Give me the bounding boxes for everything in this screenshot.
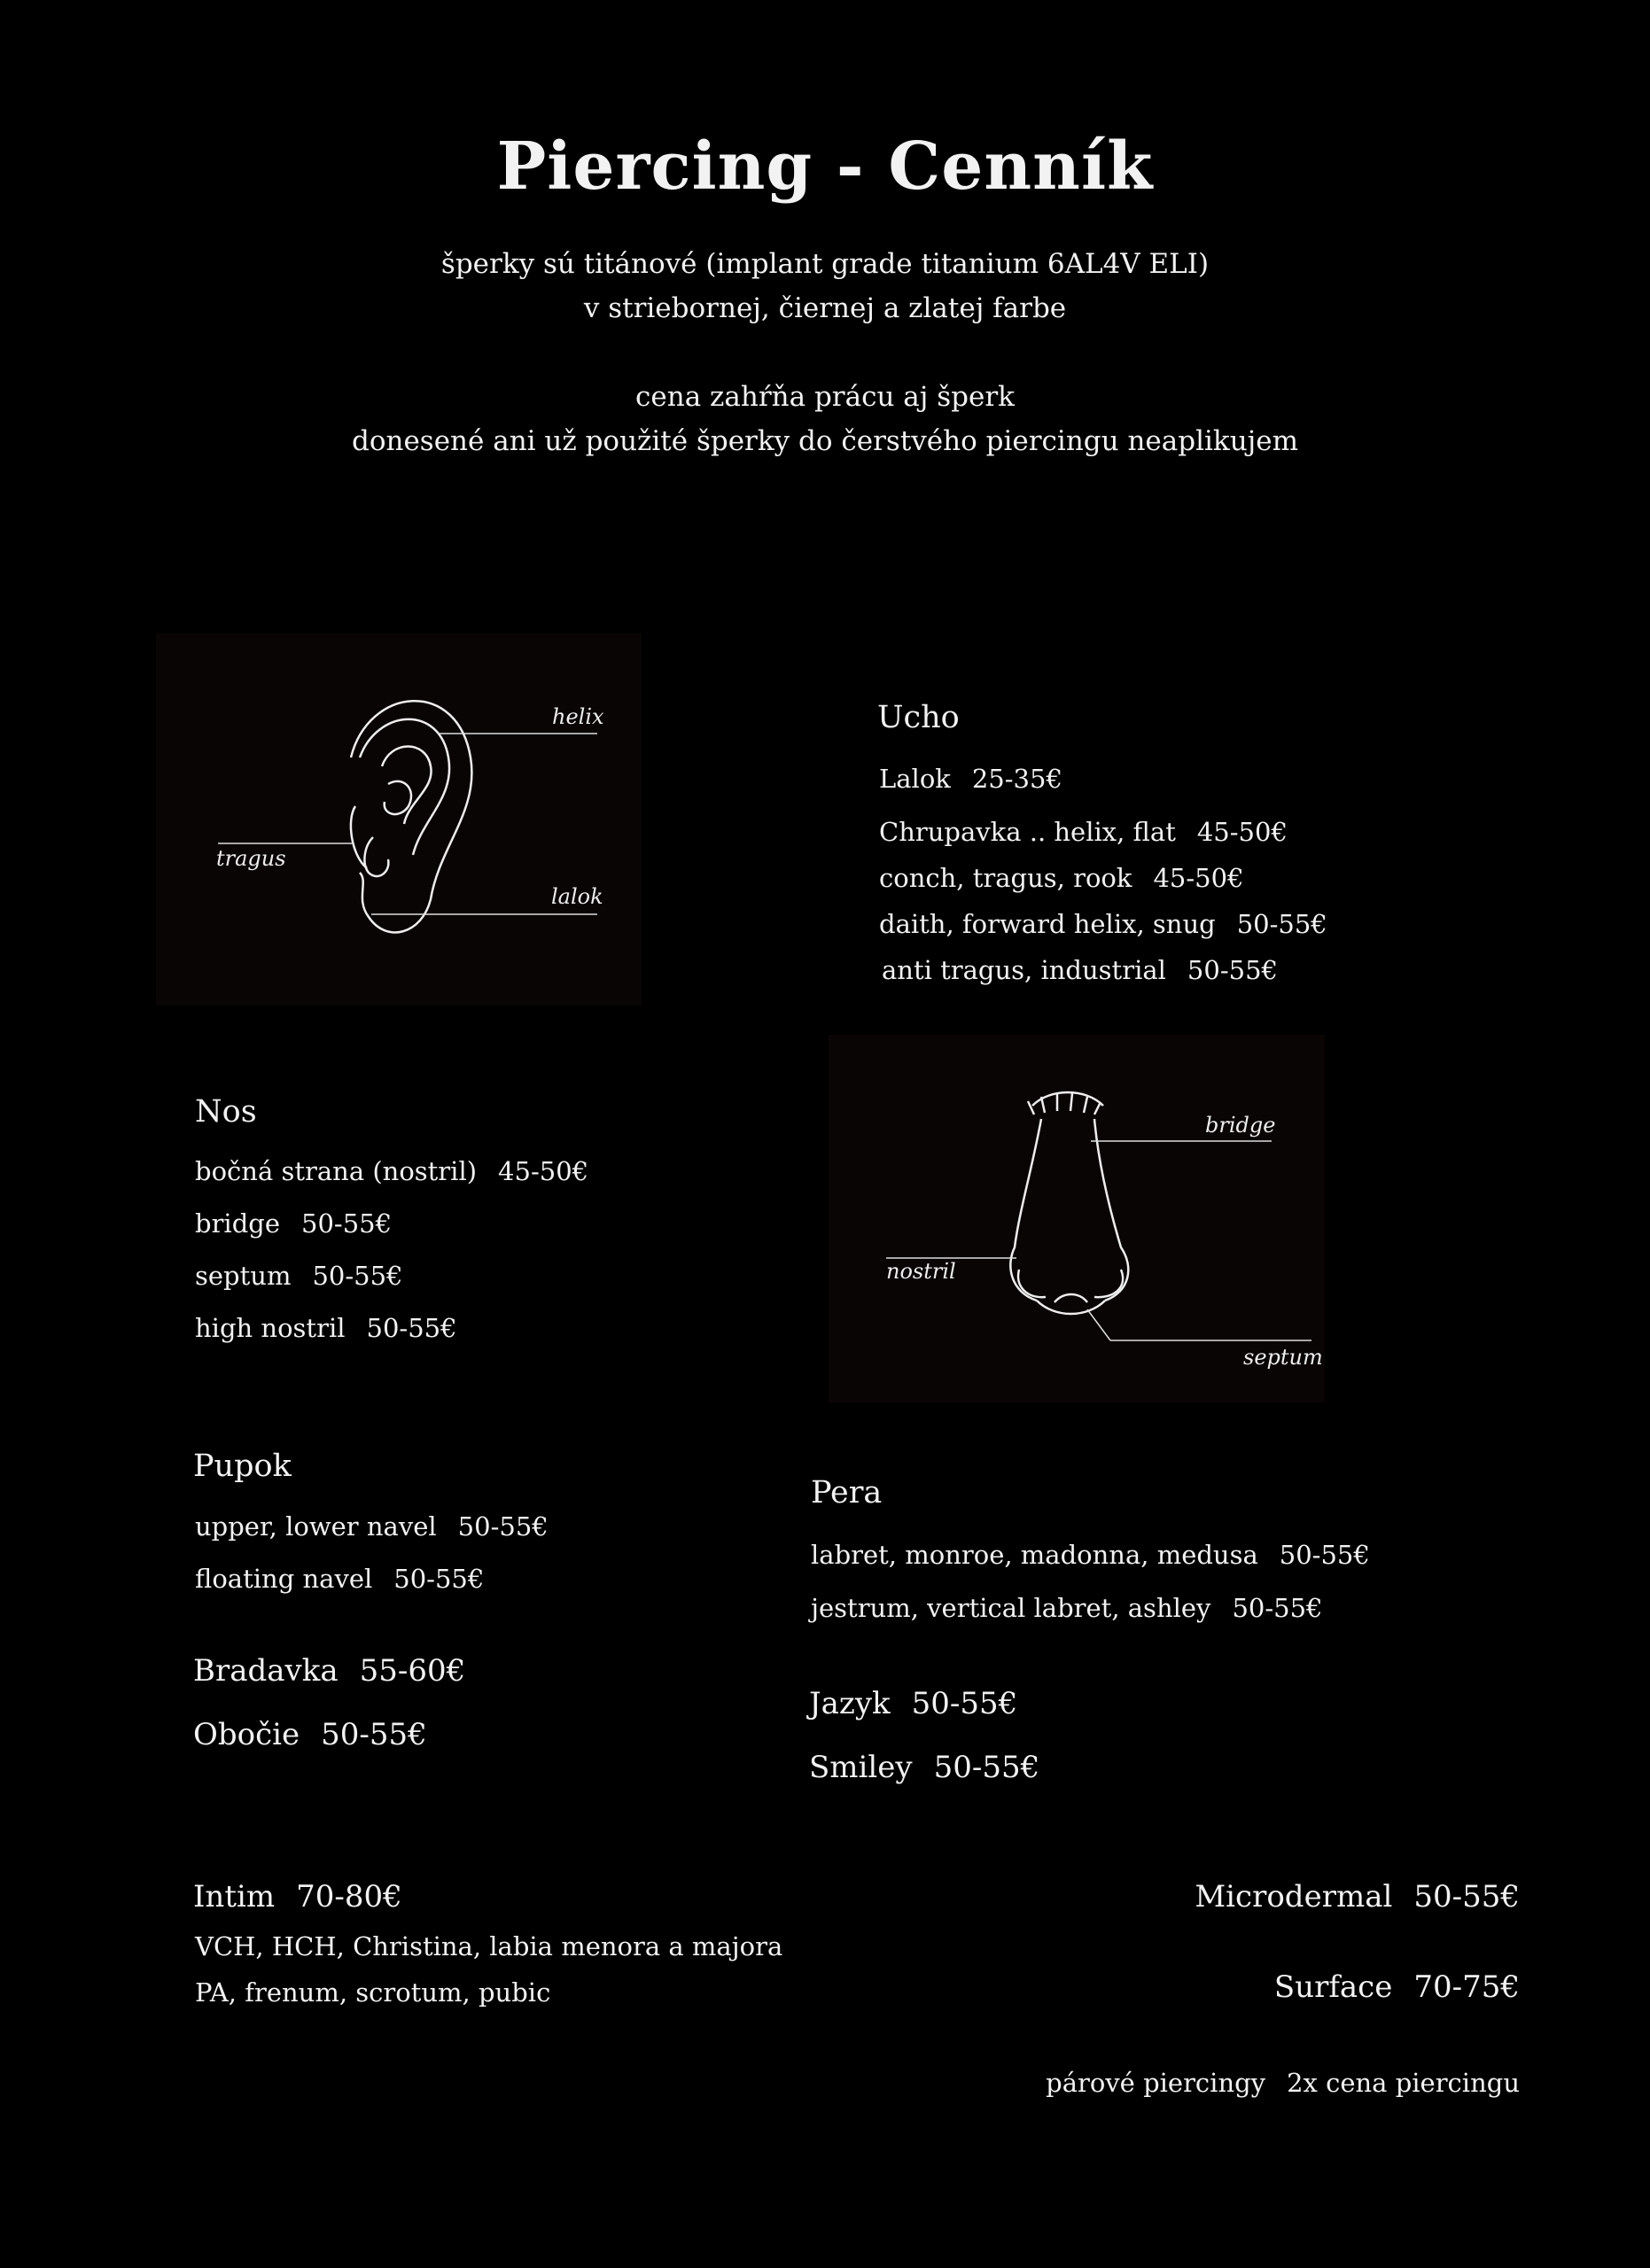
bradavka-row — [193, 1653, 465, 1689]
pupok-title: Pupok — [193, 1449, 292, 1484]
ucho-title: Ucho — [877, 700, 960, 735]
page-title: Piercing - Cenník — [496, 128, 1154, 205]
pupok-item-price: 50-55€ — [457, 1511, 549, 1542]
obocie-row — [193, 1717, 427, 1752]
ucho-item-price: 25-35€ — [971, 764, 1062, 794]
pera-item-price: 50-55€ — [1232, 1593, 1323, 1623]
parove-price: 2x cena piercingu — [1287, 2068, 1520, 2098]
ucho-item-price: 50-55€ — [1187, 955, 1278, 985]
nos-item-name: septum — [195, 1261, 292, 1291]
intro-line-3: cena zahŕňa prácu aj šperk — [635, 381, 1015, 413]
intim-line-2: PA, frenum, scrotum, pubic — [195, 1977, 551, 2008]
nos-item-name: bridge — [195, 1208, 280, 1239]
ucho-item-name: Chrupavka .. helix, flat — [879, 817, 1176, 847]
septum-label: septum — [1243, 1345, 1323, 1370]
surface-name: Surface — [1273, 1969, 1393, 2005]
nos-row-3 — [195, 1261, 403, 1291]
ear-drawing — [156, 633, 642, 1006]
pera-item-name: jestrum, vertical labret, ashley — [811, 1593, 1211, 1623]
nos-row-2 — [195, 1208, 392, 1239]
smiley-price: 50-55€ — [933, 1750, 1040, 1785]
parove-row — [1046, 2068, 1520, 2098]
surface-price: 70-75€ — [1413, 1969, 1520, 2005]
ucho-item-name: anti tragus, industrial — [882, 955, 1166, 985]
nos-item-name: bočná strana (nostril) — [195, 1156, 478, 1186]
pupok-row-2 — [195, 1564, 484, 1594]
intro-line-4: donesené ani už použité šperky do čerstvého piercingu neaplikujem — [351, 425, 1299, 457]
bradavka-price: 55-60€ — [359, 1653, 466, 1689]
nostril-label: nostril — [886, 1259, 956, 1284]
pera-item-name: labret, monroe, madonna, medusa — [811, 1540, 1258, 1570]
nos-row-4 — [195, 1313, 457, 1343]
intim-row — [193, 1879, 402, 1915]
nos-title: Nos — [195, 1094, 257, 1130]
pera-item-price: 50-55€ — [1279, 1540, 1370, 1570]
bridge-label: bridge — [1205, 1113, 1276, 1138]
lalok-label: lalok — [551, 884, 603, 909]
microdermal-name: Microdermal — [1195, 1879, 1393, 1915]
intro-line-1: šperky sú titánové (implant grade titanium 6AL4V ELI) — [440, 248, 1210, 280]
nos-item-name: high nostril — [195, 1313, 346, 1343]
nose-drawing — [829, 1035, 1325, 1402]
smiley-row — [809, 1750, 1039, 1785]
intro-line-2: v striebornej, čiernej a zlatej farbe — [583, 292, 1067, 324]
microdermal-row — [1195, 1879, 1520, 1915]
pupok-item-price: 50-55€ — [393, 1564, 485, 1594]
septum-leader-diagonal — [1087, 1309, 1110, 1340]
jazyk-row — [809, 1686, 1017, 1721]
nos-row-1 — [195, 1156, 588, 1186]
surface-row — [1274, 1969, 1520, 2005]
ear-illustration — [156, 633, 642, 1006]
parove-name: párové piercingy — [1046, 2068, 1266, 2098]
ucho-row-4 — [879, 909, 1327, 939]
pera-title: Pera — [811, 1475, 883, 1511]
ucho-item-name: daith, forward helix, snug — [879, 909, 1216, 939]
nos-item-price: 45-50€ — [498, 1156, 589, 1186]
nose-illustration — [829, 1035, 1325, 1402]
microdermal-price: 50-55€ — [1413, 1879, 1520, 1915]
ucho-item-name: conch, tragus, rook — [879, 863, 1132, 893]
ear-outline — [351, 701, 471, 932]
pera-row-1 — [811, 1540, 1370, 1570]
pupok-item-name: upper, lower navel — [195, 1511, 437, 1542]
jazyk-name: Jazyk — [809, 1686, 891, 1721]
ucho-item-name: Lalok — [879, 764, 951, 794]
bradavka-name: Bradavka — [193, 1653, 339, 1689]
ucho-row-5 — [882, 955, 1278, 985]
helix-label: helix — [552, 704, 604, 729]
obocie-name: Obočie — [193, 1717, 300, 1752]
pera-row-2 — [811, 1593, 1323, 1623]
nos-item-price: 50-55€ — [366, 1313, 457, 1343]
jazyk-price: 50-55€ — [911, 1686, 1018, 1721]
intim-price: 70-80€ — [296, 1879, 402, 1915]
ucho-item-price: 45-50€ — [1153, 863, 1244, 893]
ucho-row-1 — [879, 764, 1062, 794]
tragus-label: tragus — [216, 846, 286, 871]
nos-item-price: 50-55€ — [312, 1261, 403, 1291]
intim-line-1: VCH, HCH, Christina, labia menora a majora — [195, 1931, 783, 1961]
pupok-item-name: floating navel — [195, 1564, 373, 1594]
pupok-row-1 — [195, 1511, 549, 1542]
nos-item-price: 50-55€ — [301, 1208, 393, 1239]
ucho-item-price: 45-50€ — [1196, 817, 1288, 847]
obocie-price: 50-55€ — [321, 1717, 427, 1752]
intim-name: Intim — [193, 1879, 276, 1915]
smiley-name: Smiley — [809, 1750, 913, 1785]
ucho-row-3 — [879, 863, 1244, 893]
ucho-item-price: 50-55€ — [1236, 909, 1327, 939]
ucho-row-2 — [879, 817, 1288, 847]
